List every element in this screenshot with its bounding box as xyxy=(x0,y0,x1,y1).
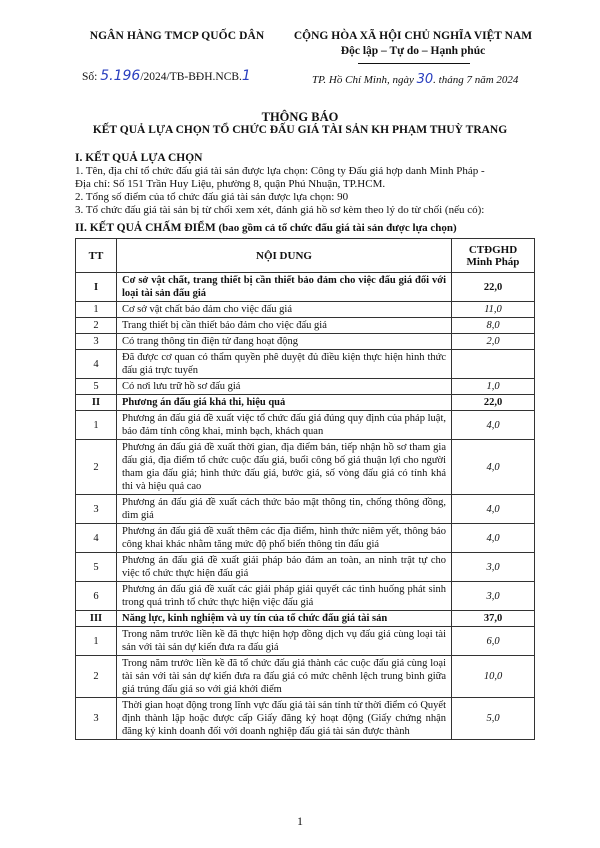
table-header-row xyxy=(76,239,535,273)
row-index: I xyxy=(76,273,117,302)
section-heading: I. KẾT QUẢ LỰA CHỌN xyxy=(75,152,203,164)
national-motto: Độc lập – Tự do – Hạnh phúc xyxy=(340,45,486,57)
table-row xyxy=(76,379,535,395)
table-row xyxy=(76,553,535,582)
row-score: 8,0 xyxy=(452,318,535,334)
row-index: 1 xyxy=(76,627,117,656)
row-content: Đã được cơ quan có thẩm quyền phê duyệt đủ điều kiện thực hiện hình thức đấu giá trực tuyến xyxy=(117,350,452,379)
row-score: 37,0 xyxy=(452,611,535,627)
motto-underline xyxy=(358,63,470,64)
table-row xyxy=(76,350,535,379)
row-score: 3,0 xyxy=(452,582,535,611)
row-content: Phương án đấu giá đề xuất thêm các địa điểm, hình thức niêm yết, thông báo công khai khác nhằm tăng mức độ phổ biến thông tin đấu giá xyxy=(117,524,452,553)
row-score: 4,0 xyxy=(452,440,535,495)
scoring-heading: II. KẾT QUẢ CHẤM ĐIỂM xyxy=(75,222,216,234)
table-group-row xyxy=(76,273,535,302)
row-score: 22,0 xyxy=(452,273,535,302)
handwritten-number: 5.196 xyxy=(100,68,141,84)
row-score: 4,0 xyxy=(452,524,535,553)
table-row xyxy=(76,334,535,350)
row-content: Cơ sở vật chất, trang thiết bị cần thiết bảo đảm cho việc đấu giá đối với loại tài sản đấu giá xyxy=(117,273,452,302)
page-number: 1 xyxy=(297,814,303,828)
document-title: THÔNG BÁO xyxy=(261,110,339,124)
row-content: Cơ sở vật chất bảo đảm cho việc đấu giá xyxy=(117,302,452,318)
header-tt: TT xyxy=(76,239,117,273)
scoring-heading-note: (bao gồm cả tổ chức đấu giá tài sản được lựa chọn) xyxy=(215,222,457,234)
row-score: 4,0 xyxy=(452,411,535,440)
number-middle: /2024/TB-BĐH.NCB. xyxy=(140,71,242,83)
row-score xyxy=(452,350,535,379)
row-content: Trang thiết bị cần thiết bảo đảm cho việc đấu giá xyxy=(117,318,452,334)
table-row xyxy=(76,411,535,440)
row-index: 5 xyxy=(76,553,117,582)
row-content: Có trang thông tin điện tử đang hoạt động xyxy=(117,334,452,350)
bank-name: NGÂN HÀNG TMCP QUỐC DÂN xyxy=(89,30,265,42)
place-date xyxy=(312,72,518,87)
selection-line-2: Địa chỉ: Số 151 Trần Huy Liệu, phường 8, quận Phú Nhuận, TP.HCM. xyxy=(75,178,386,190)
header-score-line-1: CTĐGHD xyxy=(468,243,518,256)
document-subtitle: KẾT QUẢ LỰA CHỌN TỔ CHỨC ĐẤU GIÁ TÀI SẢN KH PHẠM THUỲ TRANG xyxy=(92,124,508,136)
table-row xyxy=(76,656,535,698)
row-score: 11,0 xyxy=(452,302,535,318)
row-content: Phương án đấu giá đề xuất cách thức bảo mật thông tin, chống thông đồng, dìm giá xyxy=(117,495,452,524)
handwritten-day: 30 xyxy=(416,72,434,87)
row-index: 2 xyxy=(76,656,117,698)
row-score: 2,0 xyxy=(452,334,535,350)
selection-line-1: 1. Tên, địa chỉ tổ chức đấu giá tài sản được lựa chọn: Công ty Đấu giá hợp danh Minh Pháp - xyxy=(75,165,485,177)
table-row xyxy=(76,440,535,495)
document-number xyxy=(82,68,251,84)
row-score: 3,0 xyxy=(452,553,535,582)
row-index: 4 xyxy=(76,524,117,553)
row-score: 4,0 xyxy=(452,495,535,524)
row-index: 3 xyxy=(76,495,117,524)
row-content: Phương án đấu giá khả thi, hiệu quả xyxy=(117,395,452,411)
header-content: NỘI DUNG xyxy=(117,239,452,273)
row-content: Năng lực, kinh nghiệm và uy tín của tổ chức đấu giá tài sản xyxy=(117,611,452,627)
row-content: Trong năm trước liền kề đã thực hiện hợp đồng dịch vụ đấu giá cùng loại tài sản với tài sản dự kiến đưa ra đấu giá xyxy=(117,627,452,656)
handwritten-suffix: 1 xyxy=(241,68,251,84)
table-group-row xyxy=(76,395,535,411)
row-index: 5 xyxy=(76,379,117,395)
row-score: 22,0 xyxy=(452,395,535,411)
row-score: 1,0 xyxy=(452,379,535,395)
section-scoring-heading xyxy=(75,222,535,235)
place-suffix: . tháng 7 năm 2024 xyxy=(433,74,519,86)
table-row xyxy=(76,627,535,656)
section-selection-result xyxy=(75,152,535,217)
table-row xyxy=(76,495,535,524)
row-index: 3 xyxy=(76,334,117,350)
header-score-line-2: Minh Pháp xyxy=(466,255,520,268)
country-name: CỘNG HÒA XÃ HỘI CHỦ NGHĨA VIỆT NAM xyxy=(293,30,533,42)
place-prefix: TP. Hồ Chí Minh, ngày xyxy=(312,74,417,86)
row-score: 5,0 xyxy=(452,698,535,740)
header-score xyxy=(452,239,535,273)
row-index: 4 xyxy=(76,350,117,379)
row-content: Trong năm trước liền kề đã tổ chức đấu giá thành các cuộc đấu giá cùng loại tài sản với tài sản dự kiến đưa ra đấu giá có mức chênh lệch trung bình giữa giá trúng đấu giá so với giá khởi điểm xyxy=(117,656,452,698)
row-index: 1 xyxy=(76,411,117,440)
table-row xyxy=(76,318,535,334)
row-index: 6 xyxy=(76,582,117,611)
row-content: Phương án đấu giá đề xuất các giải pháp giải quyết các tình huống phát sinh trong quá trình tổ chức thực hiện việc đấu giá xyxy=(117,582,452,611)
document-header xyxy=(0,30,600,70)
row-index: 2 xyxy=(76,440,117,495)
table-row xyxy=(76,698,535,740)
row-content: Phương án đấu giá đề xuất việc tổ chức đấu giá đúng quy định của pháp luật, bảo đảm tính công khai, minh bạch, khách quan xyxy=(117,411,452,440)
row-index: 2 xyxy=(76,318,117,334)
row-index: III xyxy=(76,611,117,627)
row-content: Thời gian hoạt động trong lĩnh vực đấu giá tài sản tính từ thời điểm có Quyết định thành lập hoặc được cấp Giấy đăng ký hoạt động (Giấy chứng nhận đăng ký kinh doanh đối với doanh nghiệp đấu giá tài sản được thành xyxy=(117,698,452,740)
row-content: Có nơi lưu trữ hồ sơ đấu giá xyxy=(117,379,452,395)
table-group-row xyxy=(76,611,535,627)
table-row xyxy=(76,582,535,611)
row-index: 3 xyxy=(76,698,117,740)
table-row xyxy=(76,302,535,318)
row-content: Phương án đấu giá đề xuất giải pháp bảo đảm an toàn, an ninh trật tự cho việc tổ chức thực hiện đấu giá xyxy=(117,553,452,582)
selection-line-4: 3. Tổ chức đấu giá tài sản bị từ chối xem xét, đánh giá hồ sơ kèm theo lý do từ chối (nếu có): xyxy=(75,204,485,216)
scoring-table xyxy=(75,238,535,740)
row-score: 10,0 xyxy=(452,656,535,698)
row-index: 1 xyxy=(76,302,117,318)
selection-line-3: 2. Tổng số điểm của tổ chức đấu giá tài sản được lựa chọn: 90 xyxy=(75,191,349,203)
row-index: II xyxy=(76,395,117,411)
row-content: Phương án đấu giá đề xuất thời gian, địa điểm bán, tiếp nhận hồ sơ tham gia đấu giá, địa điểm tổ chức cuộc đấu giá, buổi công bố giá thuận lợi cho người tham gia đấu giá; hình thức đấu giá, bước giá, số vòng đấu giá có tính khả thi và hiệu quả cao xyxy=(117,440,452,495)
number-prefix: Số: xyxy=(82,71,101,83)
table-row xyxy=(76,524,535,553)
row-score: 6,0 xyxy=(452,627,535,656)
